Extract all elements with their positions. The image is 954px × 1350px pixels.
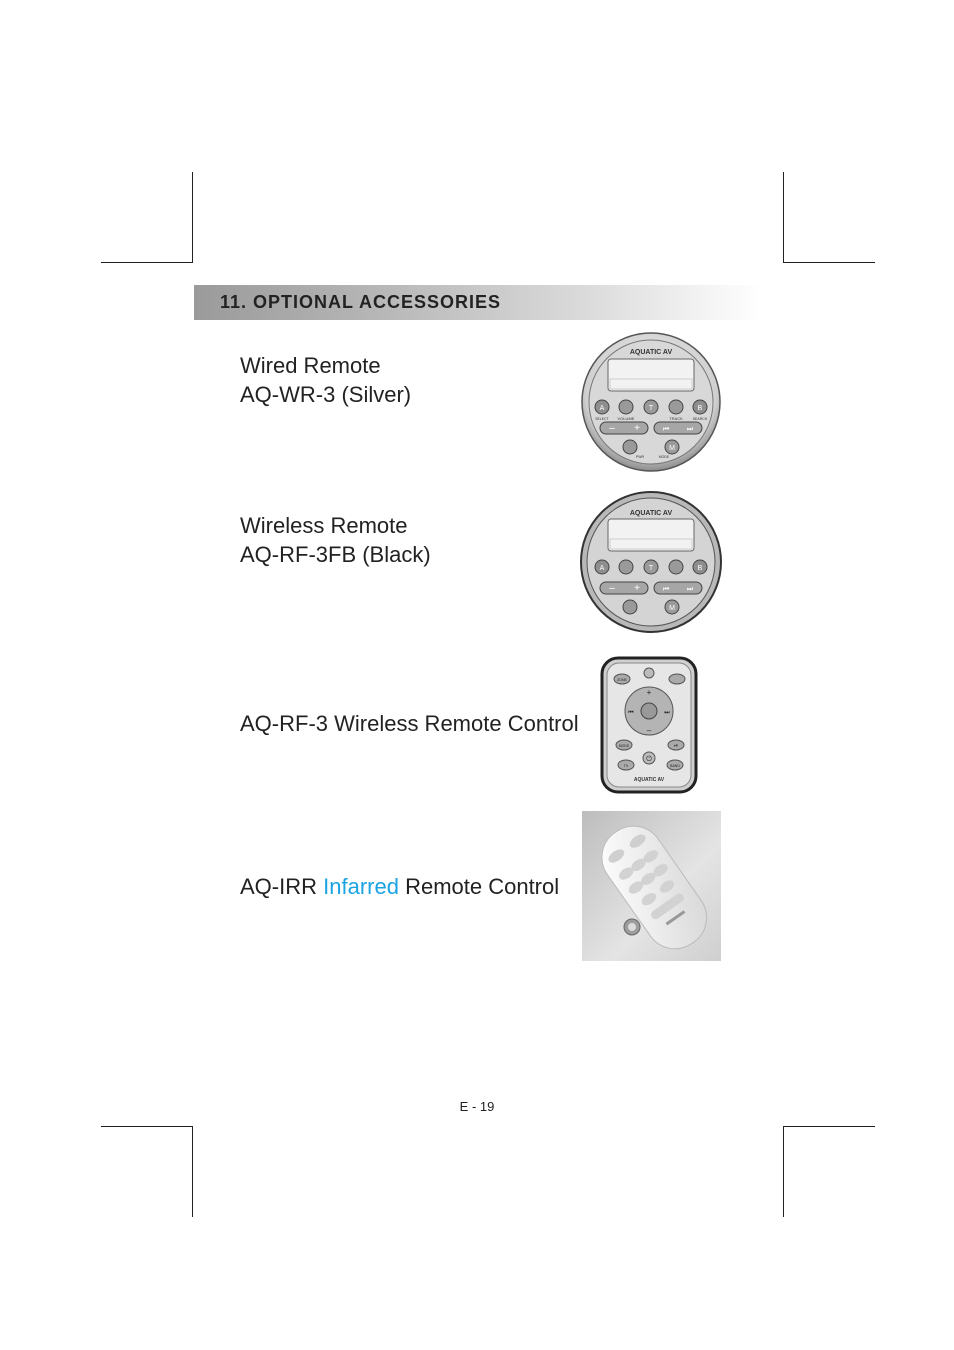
- svg-text:⏭: ⏭: [686, 586, 694, 593]
- brand-logo: AQUATIC AV: [629, 349, 673, 356]
- page-number: E - 19: [459, 1099, 495, 1114]
- irr-remote-photo: [582, 811, 721, 961]
- svg-text:⏻: ⏻: [646, 756, 652, 763]
- rf3-remote-image: [598, 655, 700, 795]
- crop-mark: [783, 1126, 875, 1127]
- svg-text:⏭: ⏭: [664, 710, 670, 716]
- svg-text:–: –: [609, 583, 615, 594]
- band-label: BAND: [670, 764, 680, 768]
- item-title: Remote Control: [398, 874, 560, 899]
- crop-mark: [783, 262, 875, 263]
- item-title: Wired Remote: [240, 353, 381, 378]
- item-wired-remote: [240, 351, 411, 409]
- pwr-label: PWR: [635, 455, 645, 459]
- mode-label: MODE: [658, 455, 670, 459]
- track-label: TRACK: [669, 416, 683, 421]
- volume-label: VOLUME: [617, 416, 635, 421]
- t-button-label: T: [648, 405, 654, 412]
- brand-logo: AQUATIC AV: [629, 510, 673, 517]
- svg-text:A: A: [599, 565, 605, 572]
- crop-mark: [192, 172, 193, 263]
- item-model: AQ-WR-3 (Silver): [240, 382, 412, 407]
- svg-text:T: T: [648, 565, 654, 572]
- tv-label: TV: [623, 764, 629, 768]
- svg-text:⏭: ⏭: [686, 426, 694, 433]
- svg-text:–: –: [609, 423, 615, 434]
- item-title: AQ-RF-3 Wireless Remote Control: [240, 711, 579, 736]
- section-header: [194, 285, 762, 320]
- crop-mark: [101, 262, 193, 263]
- svg-text:⏮: ⏮: [662, 426, 670, 433]
- zone-label: ZONE: [617, 678, 627, 682]
- svg-text:+: +: [634, 423, 640, 434]
- svg-text:B: B: [697, 565, 703, 572]
- section-title: 11. OPTIONAL ACCESSORIES: [220, 292, 502, 312]
- item-wireless-remote: [240, 511, 431, 569]
- svg-text:M: M: [669, 605, 675, 612]
- crop-mark: [192, 1126, 193, 1217]
- select-label: SELECT: [595, 417, 609, 421]
- item-model: AQ-RF-3FB (Black): [240, 542, 431, 567]
- item-rf3-remote: [240, 709, 579, 738]
- item-highlight: Infarred: [323, 874, 399, 899]
- b-button-label: B: [697, 405, 703, 412]
- crop-mark: [101, 1126, 193, 1127]
- crop-mark: [783, 1126, 784, 1217]
- search-label: SEARCH: [692, 417, 708, 421]
- wired-remote-image: [580, 331, 722, 473]
- svg-text:+: +: [646, 688, 652, 697]
- item-title: Wireless Remote: [240, 513, 408, 538]
- svg-text:+: +: [634, 583, 640, 594]
- item-model: AQ-IRR: [240, 874, 324, 899]
- crop-mark: [783, 172, 784, 263]
- brand-logo: AQUATIC AV: [633, 777, 665, 783]
- svg-text:⏮: ⏮: [662, 586, 670, 593]
- mode-label: MODE: [618, 744, 630, 748]
- item-irr-remote: [240, 872, 559, 901]
- wireless-remote-image: [578, 490, 724, 634]
- svg-text:⏮: ⏮: [628, 710, 634, 716]
- a-button-label: A: [599, 405, 605, 412]
- m-button-label: M: [669, 445, 675, 452]
- svg-text:–: –: [646, 726, 652, 735]
- svg-text:⏯: ⏯: [673, 743, 679, 749]
